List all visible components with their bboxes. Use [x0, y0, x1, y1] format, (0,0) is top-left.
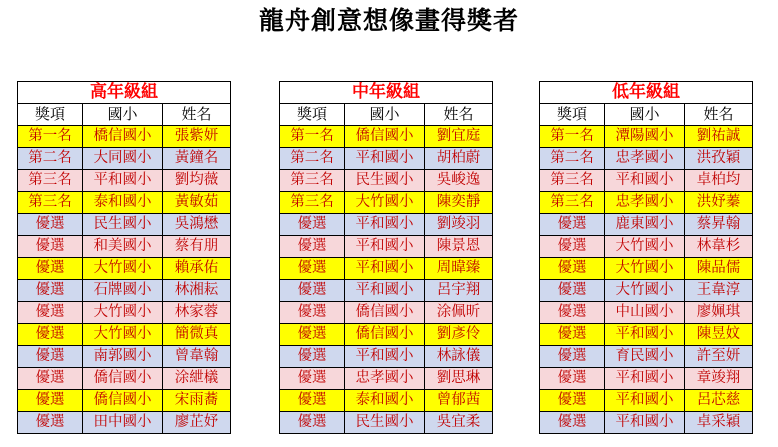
table-row	[540, 148, 753, 170]
cell-award: 第三名	[18, 170, 83, 192]
cell-award: 優選	[280, 258, 345, 280]
cell-name: 卓采穎	[685, 412, 753, 434]
cell-name: 吳宜柔	[425, 412, 493, 434]
cell-award: 優選	[280, 368, 345, 390]
table-row	[280, 170, 493, 192]
cell-award: 優選	[18, 214, 83, 236]
cell-award: 優選	[280, 302, 345, 324]
table-row	[18, 412, 231, 434]
cell-award: 優選	[540, 214, 605, 236]
column-header-name: 姓名	[685, 104, 753, 126]
cell-school: 僑信國小	[83, 368, 163, 390]
table-row	[280, 302, 493, 324]
table-row	[540, 280, 753, 302]
cell-school: 泰和國小	[83, 192, 163, 214]
cell-school: 僑信國小	[83, 390, 163, 412]
cell-name: 劉竣羽	[425, 214, 493, 236]
column-header-school: 國小	[83, 104, 163, 126]
cell-school: 橋信國小	[83, 126, 163, 148]
cell-name: 劉宜庭	[425, 126, 493, 148]
table-row	[280, 214, 493, 236]
table-row	[18, 346, 231, 368]
cell-name: 呂宇翔	[425, 280, 493, 302]
cell-school: 田中國小	[83, 412, 163, 434]
table-row	[540, 170, 753, 192]
cell-award: 優選	[18, 368, 83, 390]
table-row	[280, 346, 493, 368]
cell-school: 大竹國小	[605, 280, 685, 302]
cell-name: 涂紲檥	[163, 368, 231, 390]
cell-award: 第三名	[540, 170, 605, 192]
cell-award: 第三名	[18, 192, 83, 214]
cell-school: 平和國小	[605, 170, 685, 192]
cell-school: 大竹國小	[83, 258, 163, 280]
cell-school: 平和國小	[345, 214, 425, 236]
table-row	[18, 390, 231, 412]
cell-name: 許至妍	[685, 346, 753, 368]
cell-school: 南郭國小	[83, 346, 163, 368]
table-row	[540, 324, 753, 346]
cell-name: 劉思琳	[425, 368, 493, 390]
column-header-award: 獎項	[18, 104, 83, 126]
table-row	[18, 170, 231, 192]
cell-award: 第二名	[540, 148, 605, 170]
cell-award: 優選	[280, 214, 345, 236]
cell-award: 優選	[18, 390, 83, 412]
table-row	[540, 412, 753, 434]
table-row	[18, 148, 231, 170]
cell-award: 優選	[540, 412, 605, 434]
cell-school: 平和國小	[605, 368, 685, 390]
cell-award: 優選	[540, 280, 605, 302]
cell-school: 民生國小	[345, 412, 425, 434]
cell-name: 賴承佑	[163, 258, 231, 280]
cell-name: 張紫妍	[163, 126, 231, 148]
cell-award: 優選	[540, 302, 605, 324]
cell-name: 呂芯慈	[685, 390, 753, 412]
cell-award: 第三名	[280, 170, 345, 192]
table-row	[280, 126, 493, 148]
cell-name: 王韋淳	[685, 280, 753, 302]
cell-school: 平和國小	[345, 346, 425, 368]
cell-award: 優選	[540, 236, 605, 258]
cell-name: 林家蓉	[163, 302, 231, 324]
cell-name: 黃鐘名	[163, 148, 231, 170]
cell-school: 平和國小	[345, 236, 425, 258]
table-row	[280, 236, 493, 258]
cell-award: 優選	[18, 412, 83, 434]
cell-name: 宋雨蕎	[163, 390, 231, 412]
cell-name: 林韋杉	[685, 236, 753, 258]
table-row	[18, 192, 231, 214]
cell-school: 僑信國小	[345, 126, 425, 148]
cell-school: 大竹國小	[83, 302, 163, 324]
table-row	[540, 346, 753, 368]
table-row	[18, 258, 231, 280]
cell-award: 優選	[18, 324, 83, 346]
cell-award: 優選	[540, 346, 605, 368]
cell-award: 優選	[280, 236, 345, 258]
cell-school: 鹿東國小	[605, 214, 685, 236]
table-row	[18, 368, 231, 390]
column-header-name: 姓名	[163, 104, 231, 126]
cell-school: 民生國小	[345, 170, 425, 192]
cell-name: 涂佩昕	[425, 302, 493, 324]
table-row	[18, 302, 231, 324]
column-header-name: 姓名	[425, 104, 493, 126]
award-table-junior	[539, 81, 753, 434]
award-table-middle	[279, 81, 493, 434]
cell-school: 和美國小	[83, 236, 163, 258]
cell-award: 優選	[18, 258, 83, 280]
cell-award: 第一名	[280, 126, 345, 148]
cell-name: 陳品儒	[685, 258, 753, 280]
cell-school: 大同國小	[83, 148, 163, 170]
cell-school: 大竹國小	[605, 258, 685, 280]
cell-award: 優選	[18, 302, 83, 324]
column-header-award: 獎項	[280, 104, 345, 126]
table-row	[280, 324, 493, 346]
cell-school: 大竹國小	[605, 236, 685, 258]
table-row	[540, 236, 753, 258]
cell-award: 優選	[280, 324, 345, 346]
table-row	[540, 192, 753, 214]
cell-school: 忠孝國小	[345, 368, 425, 390]
cell-award: 第二名	[280, 148, 345, 170]
cell-name: 吳鴻懋	[163, 214, 231, 236]
cell-name: 曾郁茜	[425, 390, 493, 412]
cell-award: 第三名	[540, 192, 605, 214]
cell-school: 僑信國小	[345, 302, 425, 324]
cell-award: 第一名	[540, 126, 605, 148]
cell-name: 蔡昇翰	[685, 214, 753, 236]
cell-school: 平和國小	[345, 258, 425, 280]
cell-school: 平和國小	[605, 390, 685, 412]
cell-award: 第二名	[18, 148, 83, 170]
table-row	[540, 390, 753, 412]
table-row	[18, 126, 231, 148]
group-title: 中年級組	[280, 82, 493, 104]
cell-name: 黃敏茹	[163, 192, 231, 214]
cell-award: 優選	[280, 390, 345, 412]
cell-school: 潭陽國小	[605, 126, 685, 148]
cell-name: 洪妤蓁	[685, 192, 753, 214]
table-row	[280, 412, 493, 434]
cell-award: 優選	[540, 390, 605, 412]
table-row	[280, 368, 493, 390]
cell-name: 林湘耘	[163, 280, 231, 302]
cell-name: 陳昱妏	[685, 324, 753, 346]
table-row	[280, 192, 493, 214]
award-table-senior	[17, 81, 231, 434]
group-title: 低年級組	[540, 82, 753, 104]
cell-name: 胡柏蔚	[425, 148, 493, 170]
cell-name: 廖姵琪	[685, 302, 753, 324]
cell-award: 優選	[540, 324, 605, 346]
cell-school: 育民國小	[605, 346, 685, 368]
table-row	[540, 214, 753, 236]
cell-name: 劉彥伶	[425, 324, 493, 346]
cell-name: 陳奕靜	[425, 192, 493, 214]
cell-name: 章竣翔	[685, 368, 753, 390]
cell-school: 泰和國小	[345, 390, 425, 412]
table-row	[18, 214, 231, 236]
column-header-school: 國小	[345, 104, 425, 126]
cell-school: 中山國小	[605, 302, 685, 324]
cell-name: 劉祐誠	[685, 126, 753, 148]
cell-school: 平和國小	[345, 280, 425, 302]
cell-name: 廖芷妤	[163, 412, 231, 434]
cell-school: 平和國小	[83, 170, 163, 192]
cell-school: 大竹國小	[345, 192, 425, 214]
cell-award: 優選	[280, 280, 345, 302]
cell-award: 優選	[18, 236, 83, 258]
column-header-award: 獎項	[540, 104, 605, 126]
table-row	[18, 280, 231, 302]
table-row	[540, 258, 753, 280]
cell-school: 大竹國小	[83, 324, 163, 346]
cell-name: 曾韋翰	[163, 346, 231, 368]
cell-school: 民生國小	[83, 214, 163, 236]
table-row	[540, 126, 753, 148]
cell-award: 優選	[18, 346, 83, 368]
table-row	[18, 236, 231, 258]
cell-name: 洪孜穎	[685, 148, 753, 170]
table-row	[280, 258, 493, 280]
cell-award: 優選	[18, 280, 83, 302]
cell-name: 陳景恩	[425, 236, 493, 258]
cell-award: 優選	[540, 368, 605, 390]
cell-name: 劉均薇	[163, 170, 231, 192]
cell-school: 平和國小	[345, 148, 425, 170]
cell-school: 忠孝國小	[605, 148, 685, 170]
cell-school: 忠孝國小	[605, 192, 685, 214]
cell-name: 簡微真	[163, 324, 231, 346]
cell-school: 平和國小	[605, 324, 685, 346]
cell-name: 蔡有朋	[163, 236, 231, 258]
cell-award: 優選	[540, 258, 605, 280]
table-row	[280, 148, 493, 170]
table-row	[280, 390, 493, 412]
cell-award: 第一名	[18, 126, 83, 148]
cell-name: 林詠儀	[425, 346, 493, 368]
page-title: 龍舟創意想像畫得獎者	[258, 6, 519, 35]
table-row	[18, 324, 231, 346]
cell-name: 卓柏均	[685, 170, 753, 192]
table-row	[540, 368, 753, 390]
cell-name: 周暐臻	[425, 258, 493, 280]
cell-name: 吳峻逸	[425, 170, 493, 192]
cell-school: 平和國小	[605, 412, 685, 434]
cell-award: 優選	[280, 346, 345, 368]
cell-school: 僑信國小	[345, 324, 425, 346]
cell-award: 優選	[280, 412, 345, 434]
column-header-school: 國小	[605, 104, 685, 126]
table-row	[540, 302, 753, 324]
table-row	[280, 280, 493, 302]
cell-school: 石牌國小	[83, 280, 163, 302]
group-title: 高年級組	[18, 82, 231, 104]
cell-award: 第三名	[280, 192, 345, 214]
